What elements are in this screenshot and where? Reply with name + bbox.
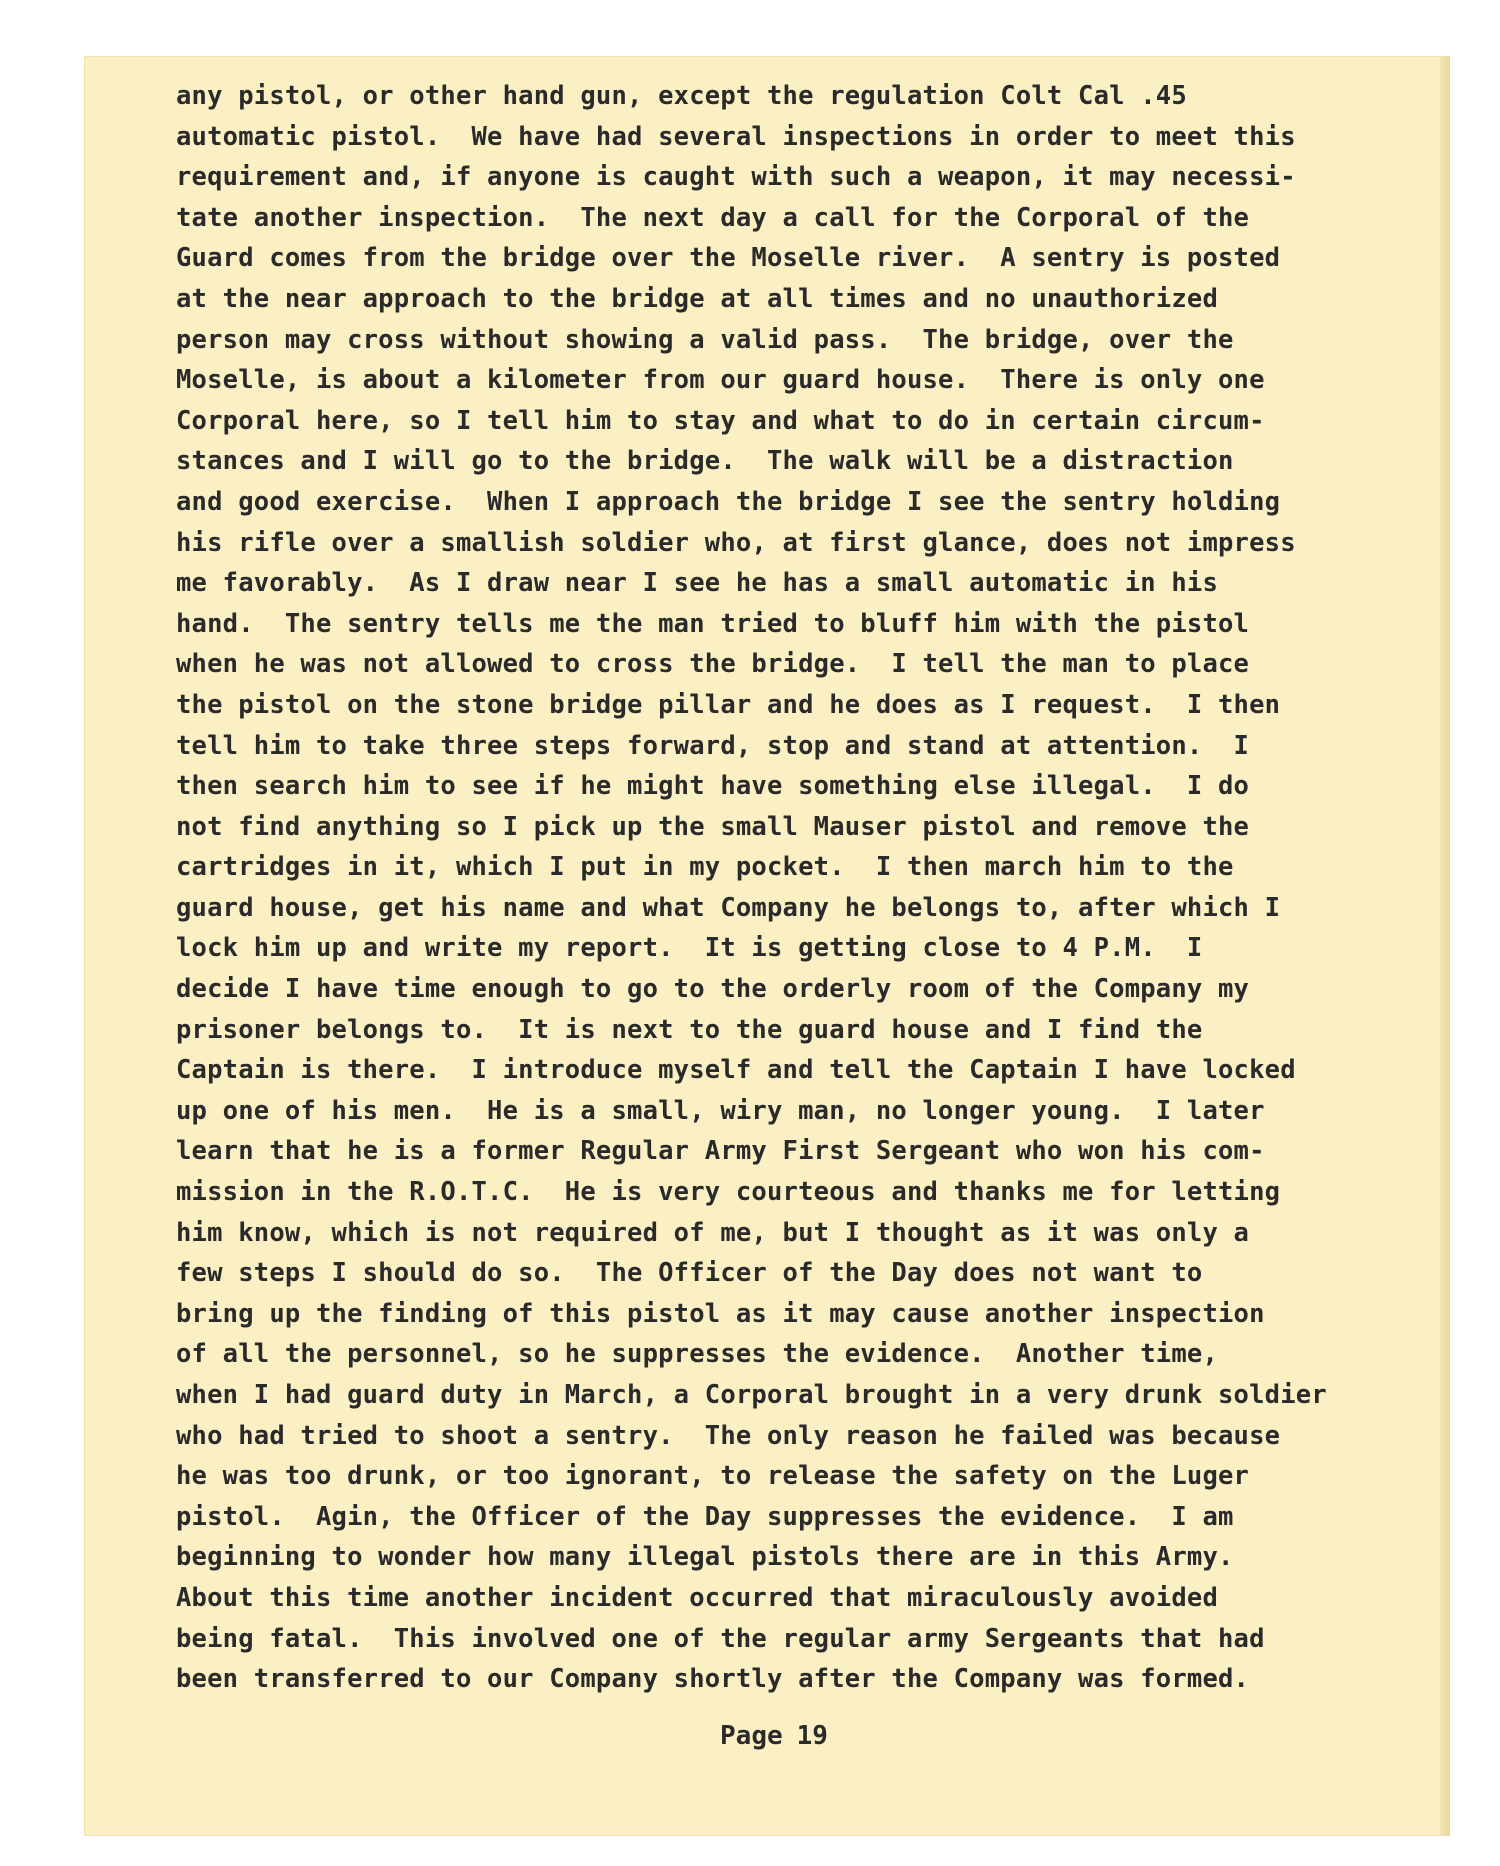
text-line: when I had guard duty in March, a Corporal brought in a very drunk soldier: [176, 1380, 1327, 1410]
page-edge: [1440, 56, 1450, 1836]
text-line: Captain is there. I introduce myself and tell the Captain I have locked: [176, 1055, 1296, 1086]
text-line: then search him to see if he might have something else illegal. I do: [176, 771, 1250, 802]
text-line: his rifle over a smallish soldier who, at first glance, does not impress: [176, 527, 1296, 558]
text-line: person may cross without showing a valid pass. The bridge, over the: [176, 324, 1234, 355]
text-line: pistol. Agin, the Officer of the Day suppresses the evidence. I am: [176, 1501, 1234, 1532]
text-line: tate another inspection. The next day a call for the Corporal of the: [176, 202, 1250, 233]
text-line: at the near approach to the bridge at all times and no unauthorized: [176, 283, 1219, 314]
text-line: tell him to take three steps forward, stop and stand at attention. I: [176, 730, 1250, 761]
page-number-value: 19: [796, 1721, 828, 1751]
text-line: requirement and, if anyone is caught with such a weapon, it may necessi-: [176, 162, 1296, 193]
text-line: him know, which is not required of me, but I thought as it was only a: [176, 1217, 1250, 1248]
text-line: who had tried to shoot a sentry. The only reason he failed was because: [176, 1420, 1281, 1451]
text-line: any pistol, or other hand gun, except the regulation Colt Cal .45: [176, 81, 1187, 111]
text-line: prisoner belongs to. It is next to the guard house and I find the: [176, 1014, 1203, 1045]
text-line: learn that he is a former Regular Army First Sergeant who won his com-: [176, 1136, 1265, 1167]
page-label: Page: [720, 1721, 783, 1751]
text-line: of all the personnel, so he suppresses the evidence. Another time,: [176, 1339, 1219, 1370]
text-line: cartridges in it, which I put in my pocket. I then march him to the: [176, 852, 1234, 883]
text-line: About this time another incident occurred that miraculously avoided: [176, 1582, 1219, 1613]
text-line: being fatal. This involved one of the regular army Sergeants that had: [176, 1623, 1265, 1654]
text-line: hand. The sentry tells me the man tried to bluff him with the pistol: [176, 608, 1250, 639]
typed-page: [84, 56, 1450, 1836]
text-line: beginning to wonder how many illegal pistols there are in this Army.: [176, 1542, 1234, 1573]
text-line: up one of his men. He is a small, wiry man, no longer young. I later: [176, 1095, 1265, 1126]
text-line: guard house, get his name and what Company he belongs to, after which I: [176, 892, 1281, 923]
text-line: bring up the finding of this pistol as it may cause another inspection: [176, 1298, 1265, 1329]
text-line: and good exercise. When I approach the bridge I see the sentry holding: [176, 486, 1281, 517]
text-line: mission in the R.O.T.C. He is very courteous and thanks me for letting: [176, 1177, 1281, 1208]
text-line: me favorably. As I draw near I see he has a small automatic in his: [176, 568, 1219, 599]
text-line: decide I have time enough to go to the orderly room of the Company my: [176, 974, 1250, 1005]
body-text: [176, 76, 1426, 1700]
text-line: when he was not allowed to cross the bridge. I tell the man to place: [176, 649, 1250, 680]
text-line: he was too drunk, or too ignorant, to release the safety on the Luger: [176, 1461, 1250, 1492]
text-line: Moselle, is about a kilometer from our guard house. There is only one: [176, 365, 1265, 396]
text-line: not find anything so I pick up the small Mauser pistol and remove the: [176, 811, 1250, 842]
text-line: lock him up and write my report. It is getting close to 4 P.M. I: [176, 933, 1203, 964]
text-line: been transferred to our Company shortly after the Company was formed.: [176, 1664, 1250, 1695]
text-line: Guard comes from the bridge over the Moselle river. A sentry is posted: [176, 243, 1281, 274]
page-number: [84, 1721, 1450, 1751]
text-line: the pistol on the stone bridge pillar and he does as I request. I then: [176, 689, 1281, 720]
text-line: automatic pistol. We have had several inspections in order to meet this: [176, 121, 1296, 152]
text-line: few steps I should do so. The Officer of the Day does not want to: [176, 1258, 1203, 1289]
text-line: stances and I will go to the bridge. The walk will be a distraction: [176, 446, 1234, 477]
text-line: Corporal here, so I tell him to stay and what to do in certain circum-: [176, 405, 1265, 436]
